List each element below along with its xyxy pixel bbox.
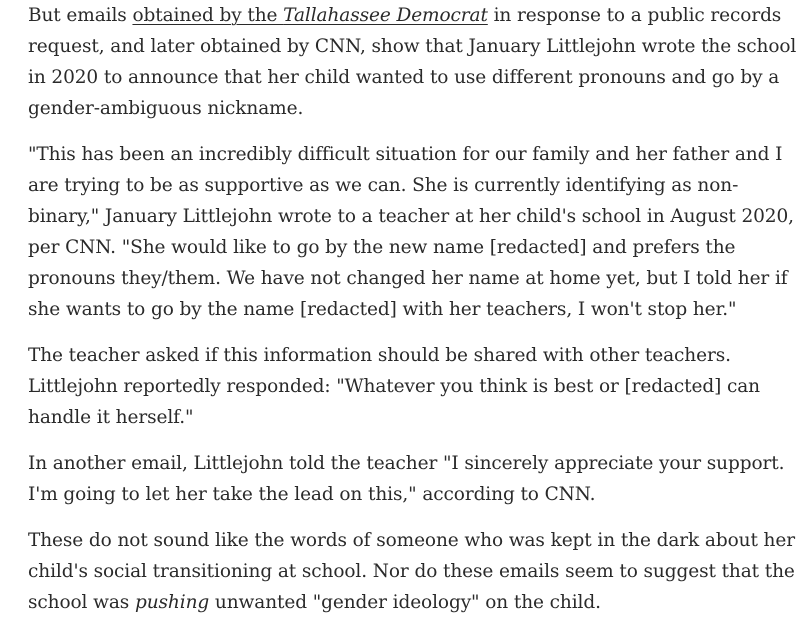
paragraph-2-quote: "This has been an incredibly difficult situation for our family and her father and I are trying to be as supportive as we can. She is currently identifying as non-binary," January Littlejohn wrote to a teacher at her child's school in August 2020, per CNN. "She would like to go by the new name [redacted] and prefers the pronouns they/them. We have not changed her name at home yet, but I told her if she wants to go by the name [redacted] with her teachers, I won't stop her." [28, 144, 794, 320]
link-publication-name: Tallahassee Democrat [283, 5, 488, 26]
paragraph-5-lead: These do not sound like the words of someone who was kept in the dark about her child's social transitioning at school. Nor do these emails seem to suggest that the school was [28, 530, 795, 613]
article-body [28, 0, 798, 633]
paragraph-1 [28, 0, 798, 124]
paragraph-1-lead: But emails [28, 5, 133, 26]
paragraph-5-rest: unwanted "gender ideology" on the child. [209, 592, 601, 613]
emphasis-pushing: pushing [134, 592, 210, 613]
paragraph-5 [28, 525, 798, 618]
paragraph-1-rest: in response to a public records request, and later obtained by CNN, show that January Littlejohn wrote the school in 2020 to announce that her child wanted to use different pronouns and go by a gender-ambiguous nickname. [28, 5, 797, 119]
paragraph-4: In another email, Littlejohn told the teacher "I sincerely appreciate your support. I'm going to let her take the lead on this," according to CNN. [28, 453, 785, 505]
link-prefix: obtained by the [132, 5, 284, 26]
tallahassee-democrat-link[interactable] [132, 5, 487, 26]
paragraph-3: The teacher asked if this information should be shared with other teachers. Littlejohn reportedly responded: "Whatever you think is best or [redacted] can handle it herself." [28, 345, 760, 428]
